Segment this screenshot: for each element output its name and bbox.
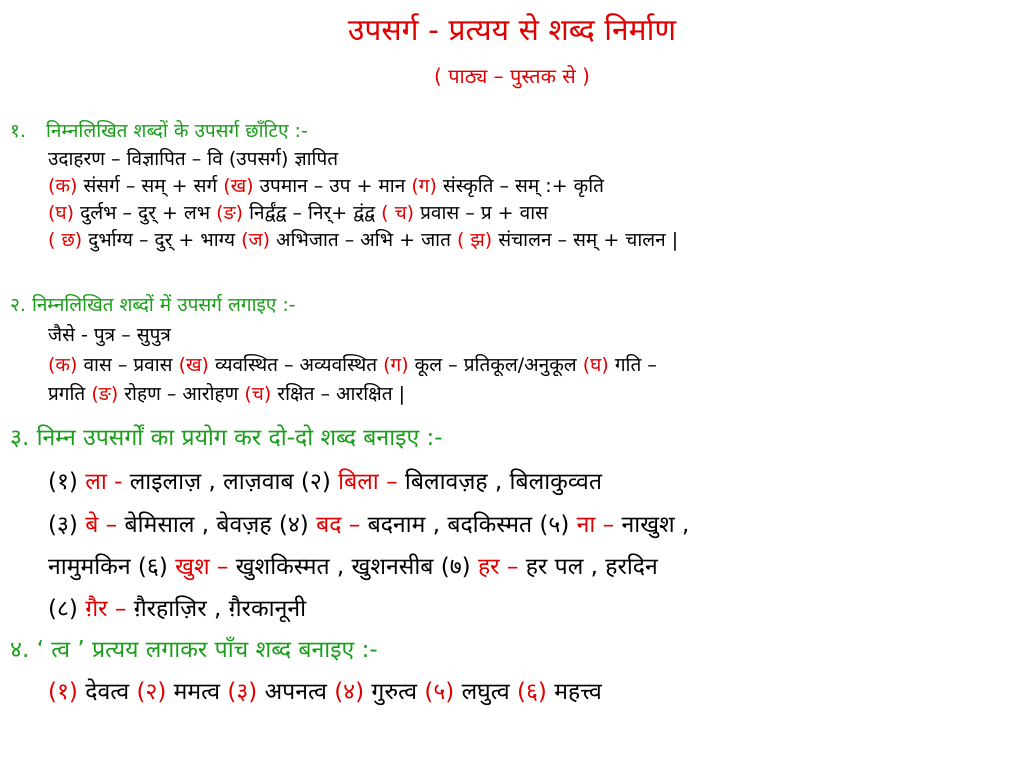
q3-l3-num: नामुमकिन (६) xyxy=(48,554,176,580)
q1-line-3 xyxy=(48,227,678,253)
q3-l2-prefix: ना – xyxy=(576,512,622,538)
q1-l2-text: निर्द्वंद्व – निर्+ द्वंद्व xyxy=(243,202,382,224)
q3-l4-num: (८) xyxy=(48,596,86,622)
q1-l1-marker: (ख) xyxy=(223,175,254,197)
q3-l1-prefix: बिला – xyxy=(338,469,405,495)
q2-example: जैसे - पुत्र – सुपुत्र xyxy=(48,324,171,346)
q1-l1-text: संसर्ग – सम् + सर्ग xyxy=(77,175,224,197)
q1-l2-marker: (ङ) xyxy=(216,202,244,224)
q4-word-marker: (४) xyxy=(334,679,365,705)
q3-line-1 xyxy=(48,466,602,498)
q3-line-2 xyxy=(48,509,689,541)
q2-l1-marker: (घ) xyxy=(582,354,609,376)
q1-l3-text: दुर्भाग्य – दुर् + भाग्य xyxy=(82,229,242,251)
q1-l2-text: दुर्लभ – दुर् + लभ xyxy=(74,202,217,224)
q3-l3-words: हर पल , हरदिन xyxy=(525,554,658,580)
q1-l3-text: अभिजात – अभि + जात xyxy=(270,229,457,251)
q2-l2-text: रक्षित – आरक्षित | xyxy=(271,383,406,405)
q4-word-marker: (२) xyxy=(136,679,167,705)
q3-l1-num: (१) xyxy=(48,469,86,495)
q1-l1-text: उपमान – उप + मान xyxy=(253,175,412,197)
q4-word: अपनत्व xyxy=(257,679,335,705)
q1-l2-marker: (घ) xyxy=(48,202,75,224)
q3-line-3 xyxy=(48,551,658,583)
q3-l2-prefix: बद – xyxy=(316,512,368,538)
q3-l3-prefix: हर – xyxy=(477,554,526,580)
q3-l1-words: बिलावज़ह , बिलाकुव्वत xyxy=(404,469,602,495)
q3-l3-num: (७) xyxy=(440,554,478,580)
q3-l3-prefix: खुश – xyxy=(175,554,236,580)
q1-l3-text: संचालन – सम् + चालन | xyxy=(492,229,679,251)
q1-line-1 xyxy=(48,173,604,199)
q2-l1-text: वास – प्रवास xyxy=(77,354,179,376)
q1-l1-text: संस्कृति – सम् :+ कृति xyxy=(436,175,605,197)
q1-heading xyxy=(10,118,308,144)
q4-words xyxy=(48,676,602,708)
q3-l1-num: (२) xyxy=(300,469,339,495)
q1-l3-marker: (ज) xyxy=(241,229,271,251)
q3-l4-words: ग़ैरहाज़िर , ग़ैरकानूनी xyxy=(133,596,307,622)
q3-l2-words: बेमिसाल , बेवज़ह xyxy=(124,512,279,538)
q1-l1-marker: (ग) xyxy=(411,175,437,197)
q1-l1-marker: (क) xyxy=(48,175,78,197)
q3-l1-prefix: ला - xyxy=(85,469,130,495)
q4-word-marker: (३) xyxy=(227,679,258,705)
q4-word-marker: (१) xyxy=(48,679,78,705)
q3-l2-prefix: बे – xyxy=(85,512,125,538)
q2-l2-text: प्रगति xyxy=(48,383,92,405)
q2-l2-marker: (ङ) xyxy=(91,383,119,405)
q3-l2-words: बदनाम , बदकिस्मत xyxy=(367,512,540,538)
q3-l1-words: लाइलाज़ , लाज़वाब xyxy=(129,469,301,495)
q2-l1-text: गति – xyxy=(608,354,657,376)
q2-l2-marker: (च) xyxy=(244,383,272,405)
q1-line-2 xyxy=(48,200,548,226)
q3-l2-num: (५) xyxy=(539,512,577,538)
q4-word-marker: (६) xyxy=(516,679,547,705)
q3-l2-num: (४) xyxy=(278,512,317,538)
q1-number: १. xyxy=(10,120,26,142)
q2-line-1 xyxy=(48,352,657,378)
q2-l1-text: कूल – प्रतिकूल/अनुकूल xyxy=(408,354,583,376)
q4-word: ममत्व xyxy=(166,679,228,705)
q1-l3-marker: ( छ) xyxy=(48,229,83,251)
q2-heading: २. निम्नलिखित शब्दों में उपसर्ग लगाइए :- xyxy=(10,294,296,316)
q3-l2-words: नाखुश , xyxy=(621,512,690,538)
q2-line-2 xyxy=(48,381,405,407)
q3-line-4 xyxy=(48,593,306,625)
q4-heading: ४. ‘ त्व ’ प्रत्यय लगाकर पाँच शब्द बनाइए :- xyxy=(10,637,378,663)
q3-l4-prefix: ग़ैर – xyxy=(85,596,134,622)
page-subtitle: ( पाठ्य – पुस्तक से ) xyxy=(434,64,590,88)
q3-l3-words: खुशकिस्मत , खुशनसीब xyxy=(235,554,441,580)
q2-l2-text: रोहण – आरोहण xyxy=(118,383,245,405)
q2-l1-marker: (ग) xyxy=(383,354,409,376)
q4-word: देवत्व xyxy=(77,679,137,705)
q3-l2-num: (३) xyxy=(48,512,86,538)
q2-l1-marker: (क) xyxy=(48,354,78,376)
q1-l2-text: प्रवास – प्र + वास xyxy=(414,202,548,224)
q1-l3-marker: ( झ) xyxy=(456,229,493,251)
q4-word: महत्त्व xyxy=(546,679,602,705)
q4-word-marker: (५) xyxy=(424,679,455,705)
q2-l1-text: व्यवस्थित – अव्यवस्थित xyxy=(208,354,384,376)
q1-example: उदाहरण – विज्ञापित – वि (उपसर्ग) ज्ञापित xyxy=(48,148,339,170)
q3-heading: ३. निम्न उपसर्गों का प्रयोग कर दो-दो शब्द बनाइए :- xyxy=(10,425,443,451)
q4-word: लघुत्व xyxy=(454,679,517,705)
page-title: उपसर्ग - प्रत्यय से शब्द निर्माण xyxy=(347,13,677,48)
q1-heading-text: निम्नलिखित शब्दों के उपसर्ग छाँटिए :- xyxy=(46,120,308,142)
q1-l2-marker: ( च) xyxy=(381,202,415,224)
q4-word: गुरुत्व xyxy=(364,679,425,705)
q2-l1-marker: (ख) xyxy=(178,354,209,376)
